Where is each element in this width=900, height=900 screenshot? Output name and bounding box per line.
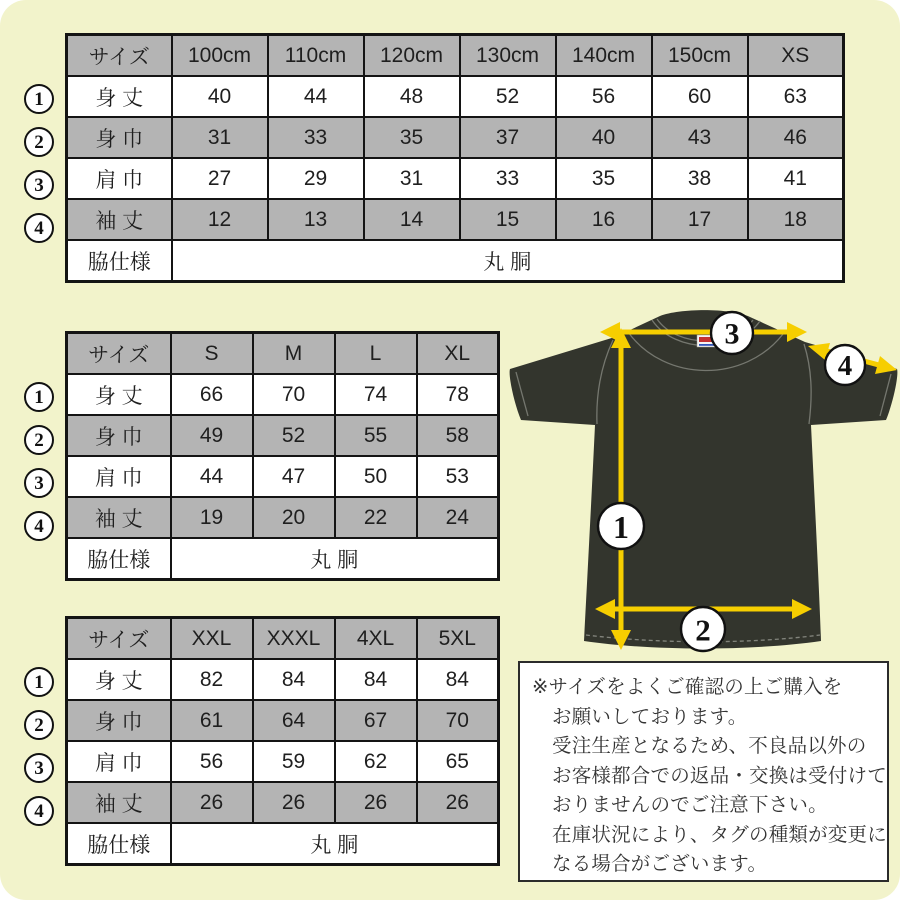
- measurement-value: 26: [335, 782, 417, 823]
- measurement-value: 38: [652, 158, 748, 199]
- size-table: [65, 33, 845, 283]
- measurement-row: [67, 782, 499, 823]
- measurement-value: 70: [253, 374, 335, 415]
- note-line: お願いしております。: [552, 705, 748, 728]
- measurement-value: 33: [268, 117, 364, 158]
- measurement-value: 12: [172, 199, 268, 240]
- measurement-value: 49: [171, 415, 253, 456]
- measurement-value: 62: [335, 741, 417, 782]
- tshirt-measurement-diagram: [500, 308, 900, 660]
- row-marker-1: 1: [24, 667, 54, 697]
- measurement-value: 33: [460, 158, 556, 199]
- size-table: [65, 331, 500, 581]
- measurement-label: 身 巾: [67, 415, 171, 456]
- size-column-header: 5XL: [417, 618, 499, 660]
- measurement-value: 26: [417, 782, 499, 823]
- size-column-header: 4XL: [335, 618, 417, 660]
- size-column-header: XXXL: [253, 618, 335, 660]
- measurement-row: [67, 456, 499, 497]
- measurement-label: 身 巾: [67, 700, 171, 741]
- row-marker-3: 3: [24, 170, 54, 200]
- measurement-value: 50: [335, 456, 417, 497]
- marker-1: 1: [613, 509, 629, 545]
- size-column-header: XXL: [171, 618, 253, 660]
- measurement-value: 64: [253, 700, 335, 741]
- spec-label: 脇仕様: [67, 538, 171, 580]
- measurement-value: 18: [748, 199, 844, 240]
- measurement-value: 61: [171, 700, 253, 741]
- measurement-value: 31: [364, 158, 460, 199]
- measurement-value: 56: [556, 76, 652, 117]
- measurement-label: 身 丈: [67, 374, 171, 415]
- measurement-value: 14: [364, 199, 460, 240]
- row-marker-3: 3: [24, 753, 54, 783]
- spec-value: 丸 胴: [171, 538, 499, 580]
- measurement-label: 身 巾: [67, 117, 172, 158]
- measurement-value: 26: [171, 782, 253, 823]
- size-table-big: [34, 616, 500, 866]
- measurement-value: 60: [652, 76, 748, 117]
- measurement-value: 52: [253, 415, 335, 456]
- measurement-row: [67, 76, 844, 117]
- row-marker-2: 2: [24, 425, 54, 455]
- marker-4: 4: [837, 350, 853, 382]
- measurement-label: 身 丈: [67, 659, 171, 700]
- row-marker-2: 2: [24, 127, 54, 157]
- size-column-header: 150cm: [652, 35, 748, 77]
- measurement-value: 44: [171, 456, 253, 497]
- note-line: おりませんのでご注意下さい。: [552, 794, 828, 816]
- note-line: 受注生産となるため、不良品以外の: [552, 735, 867, 757]
- measurement-value: 16: [556, 199, 652, 240]
- tshirt-illustration: [500, 308, 900, 660]
- row-marker-1: 1: [24, 382, 54, 412]
- size-column-header: S: [171, 333, 253, 375]
- measurement-row: [67, 374, 499, 415]
- measurement-value: 40: [556, 117, 652, 158]
- note-line: ※サイズをよくご確認の上ご購入を: [532, 676, 843, 698]
- size-column-header: XL: [417, 333, 499, 375]
- measurement-row: [67, 158, 844, 199]
- measurement-value: 65: [417, 741, 499, 782]
- size-column-header: 140cm: [556, 35, 652, 77]
- measurement-value: 15: [460, 199, 556, 240]
- size-table: [65, 616, 500, 866]
- measurement-value: 84: [253, 659, 335, 700]
- measurement-value: 56: [171, 741, 253, 782]
- note-line: なる場合がございます。: [552, 853, 768, 875]
- size-column-header: 130cm: [460, 35, 556, 77]
- measurement-value: 84: [417, 659, 499, 700]
- spec-row: [67, 538, 499, 580]
- measurement-value: 35: [364, 117, 460, 158]
- size-table-kids: [34, 33, 845, 283]
- measurement-value: 78: [417, 374, 499, 415]
- measurement-row: [67, 199, 844, 240]
- measurement-value: 66: [171, 374, 253, 415]
- row-marker-2: 2: [24, 710, 54, 740]
- measurement-label: 肩 巾: [67, 741, 171, 782]
- measurement-value: 84: [335, 659, 417, 700]
- spec-row: [67, 240, 844, 282]
- measurement-value: 46: [748, 117, 844, 158]
- measurement-value: 24: [417, 497, 499, 538]
- measurement-value: 55: [335, 415, 417, 456]
- size-column-header: 120cm: [364, 35, 460, 77]
- measurement-value: 59: [253, 741, 335, 782]
- row-marker-3: 3: [24, 468, 54, 498]
- size-column-header: 100cm: [172, 35, 268, 77]
- measurement-value: 63: [748, 76, 844, 117]
- measurement-value: 35: [556, 158, 652, 199]
- measurement-label: 袖 丈: [67, 782, 171, 823]
- measurement-value: 17: [652, 199, 748, 240]
- measurement-value: 74: [335, 374, 417, 415]
- size-column-header: L: [335, 333, 417, 375]
- measurement-value: 70: [417, 700, 499, 741]
- size-header-label: サイズ: [67, 333, 171, 375]
- size-column-header: XS: [748, 35, 844, 77]
- row-marker-1: 1: [24, 84, 54, 114]
- size-table-adult: [34, 331, 500, 581]
- measurement-value: 26: [253, 782, 335, 823]
- note-line: お客様都合での返品・交換は受付けて: [552, 764, 887, 787]
- measurement-row: [67, 415, 499, 456]
- measurement-row: [67, 659, 499, 700]
- note-line: 在庫状況により、タグの種類が変更に: [552, 823, 887, 846]
- measurement-value: 52: [460, 76, 556, 117]
- measurement-value: 82: [171, 659, 253, 700]
- row-marker-4: 4: [24, 213, 54, 243]
- size-column-header: 110cm: [268, 35, 364, 77]
- marker-2: 2: [695, 612, 711, 648]
- measurement-value: 13: [268, 199, 364, 240]
- spec-label: 脇仕様: [67, 823, 171, 865]
- measurement-value: 40: [172, 76, 268, 117]
- measurement-value: 27: [172, 158, 268, 199]
- measurement-value: 41: [748, 158, 844, 199]
- measurement-row: [67, 497, 499, 538]
- spec-value: 丸 胴: [171, 823, 499, 865]
- measurement-row: [67, 741, 499, 782]
- purchase-note-box: [518, 661, 889, 882]
- measurement-label: 袖 丈: [67, 497, 171, 538]
- spec-label: 脇仕様: [67, 240, 172, 282]
- marker-3: 3: [724, 317, 740, 351]
- measurement-label: 身 丈: [67, 76, 172, 117]
- measurement-value: 48: [364, 76, 460, 117]
- spec-row: [67, 823, 499, 865]
- measurement-value: 58: [417, 415, 499, 456]
- row-marker-4: 4: [24, 796, 54, 826]
- size-column-header: M: [253, 333, 335, 375]
- measurement-value: 19: [171, 497, 253, 538]
- measurement-value: 22: [335, 497, 417, 538]
- measurement-value: 67: [335, 700, 417, 741]
- measurement-value: 43: [652, 117, 748, 158]
- spec-value: 丸 胴: [172, 240, 844, 282]
- measurement-label: 袖 丈: [67, 199, 172, 240]
- measurement-row: [67, 700, 499, 741]
- measurement-value: 53: [417, 456, 499, 497]
- measurement-label: 肩 巾: [67, 456, 171, 497]
- measurement-value: 29: [268, 158, 364, 199]
- size-header-label: サイズ: [67, 618, 171, 660]
- measurement-row: [67, 117, 844, 158]
- measurement-value: 44: [268, 76, 364, 117]
- measurement-value: 37: [460, 117, 556, 158]
- measurement-label: 肩 巾: [67, 158, 172, 199]
- size-header-label: サイズ: [67, 35, 172, 77]
- measurement-value: 20: [253, 497, 335, 538]
- measurement-value: 31: [172, 117, 268, 158]
- measurement-value: 47: [253, 456, 335, 497]
- row-marker-4: 4: [24, 511, 54, 541]
